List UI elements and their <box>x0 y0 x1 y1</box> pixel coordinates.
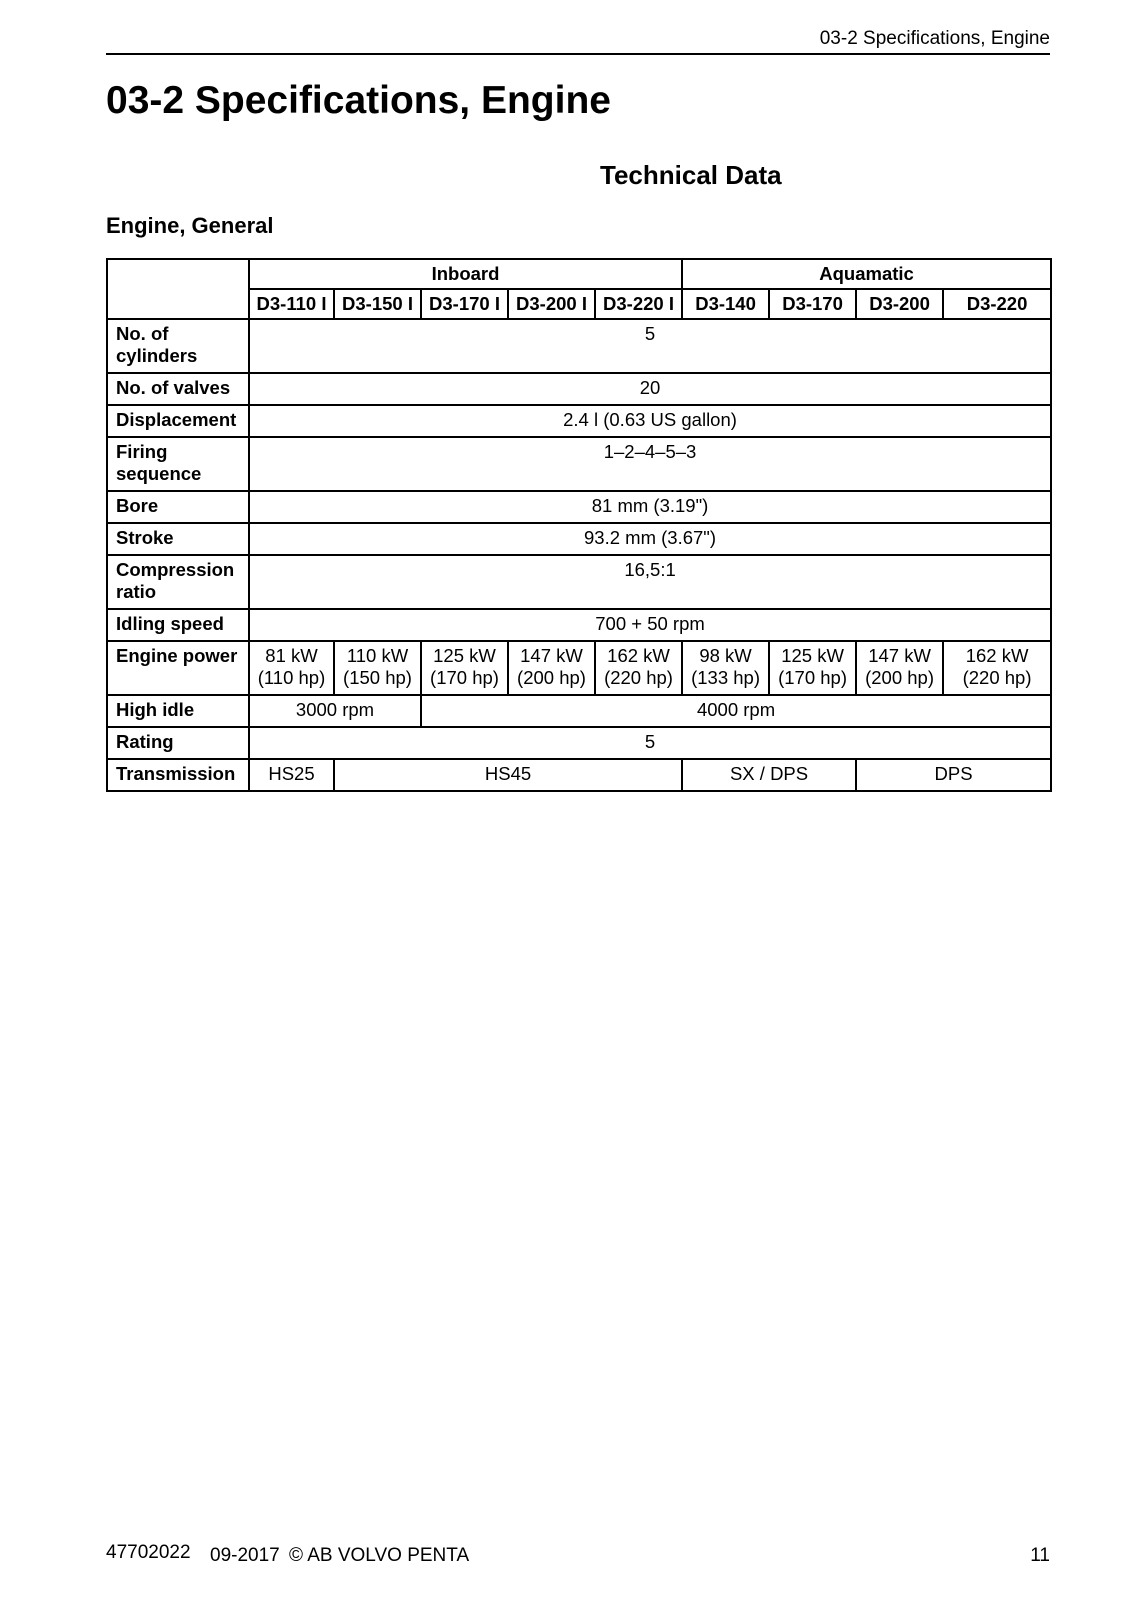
group-header-row <box>107 259 1051 289</box>
row-label: No. of cylinders <box>107 319 249 373</box>
power-kw: 125 kW <box>433 645 496 666</box>
publication-date: 09-2017 <box>210 1545 280 1566</box>
engine-power-cell <box>508 641 595 695</box>
power-kw: 162 kW <box>965 645 1029 666</box>
table-row-stroke <box>107 523 1051 555</box>
engine-power-cell <box>769 641 856 695</box>
row-label: Idling speed <box>107 609 249 641</box>
power-hp: (200 hp) <box>517 667 586 688</box>
bore-value: 81 mm (3.19") <box>249 491 1051 523</box>
subsection-title: Engine, General <box>106 213 274 238</box>
high-idle-value: 3000 rpm <box>249 695 421 727</box>
document-id: 47702022 <box>106 1542 191 1563</box>
table-row-compression-ratio <box>107 555 1051 609</box>
model-header: D3-220 <box>943 289 1051 319</box>
table-row-rating <box>107 727 1051 759</box>
row-label: Stroke <box>107 523 249 555</box>
power-hp: (200 hp) <box>865 667 934 688</box>
engine-power-cell <box>595 641 682 695</box>
power-kw: 162 kW <box>607 645 670 666</box>
model-header: D3-140 <box>682 289 769 319</box>
power-kw: 110 kW <box>346 645 409 666</box>
cylinders-value: 5 <box>249 319 1051 373</box>
model-header: D3-150 I <box>334 289 421 319</box>
engine-power-cell <box>421 641 508 695</box>
power-kw: 125 kW <box>781 645 844 666</box>
model-header: D3-170 I <box>421 289 508 319</box>
engine-power-cell <box>856 641 943 695</box>
displacement-value: 2.4 l (0.63 US gallon) <box>249 405 1051 437</box>
model-header: D3-200 I <box>508 289 595 319</box>
table-row-displacement <box>107 405 1051 437</box>
power-hp: (170 hp) <box>778 667 847 688</box>
page-number: 11 <box>1030 1545 1050 1566</box>
copyright-notice: © AB VOLVO PENTA <box>289 1545 470 1566</box>
table-row-engine-power <box>107 641 1051 695</box>
valves-value: 20 <box>249 373 1051 405</box>
group-aquamatic: Aquamatic <box>682 259 1051 289</box>
table-row-cylinders <box>107 319 1051 373</box>
firing-sequence-value: 1–2–4–5–3 <box>249 437 1051 491</box>
high-idle-value: 4000 rpm <box>421 695 1051 727</box>
section-title: Technical Data <box>600 160 782 190</box>
row-label: Firing sequence <box>107 437 249 491</box>
group-inboard: Inboard <box>249 259 682 289</box>
stroke-value: 93.2 mm (3.67") <box>249 523 1051 555</box>
idling-speed-value: 700 + 50 rpm <box>249 609 1051 641</box>
row-label: Compression ratio <box>107 555 249 609</box>
compression-ratio-value: 16,5:1 <box>249 555 1051 609</box>
model-header: D3-200 <box>856 289 943 319</box>
transmission-value: DPS <box>856 759 1051 791</box>
table-row-transmission <box>107 759 1051 791</box>
power-hp: (220 hp) <box>962 667 1032 688</box>
engine-power-cell <box>334 641 421 695</box>
row-label: No. of valves <box>107 373 249 405</box>
engine-spec-table <box>106 258 1052 792</box>
row-label: Engine power <box>107 641 249 695</box>
row-label: Displacement <box>107 405 249 437</box>
power-kw: 147 kW <box>868 645 931 666</box>
table-row-bore <box>107 491 1051 523</box>
transmission-value: HS25 <box>249 759 334 791</box>
power-hp: (150 hp) <box>343 667 412 688</box>
running-header: 03-2 Specifications, Engine <box>106 28 1050 55</box>
row-label: Transmission <box>107 759 249 791</box>
model-header: D3-220 I <box>595 289 682 319</box>
power-hp: (133 hp) <box>691 667 760 688</box>
row-label: Rating <box>107 727 249 759</box>
table-row-high-idle <box>107 695 1051 727</box>
power-kw: 147 kW <box>520 645 583 666</box>
table-row-valves <box>107 373 1051 405</box>
power-hp: (220 hp) <box>604 667 673 688</box>
row-label: High idle <box>107 695 249 727</box>
page-title: 03-2 Specifications, Engine <box>106 79 611 122</box>
model-header: D3-110 I <box>249 289 334 319</box>
power-kw: 98 kW <box>699 645 752 666</box>
engine-power-cell <box>249 641 334 695</box>
table-row-idling-speed <box>107 609 1051 641</box>
model-header-row <box>107 289 1051 319</box>
engine-power-cell <box>943 641 1051 695</box>
power-kw: 81 kW <box>265 645 318 666</box>
model-header: D3-170 <box>769 289 856 319</box>
rating-value: 5 <box>249 727 1051 759</box>
transmission-value: SX / DPS <box>682 759 856 791</box>
transmission-value: HS45 <box>334 759 682 791</box>
corner-cell <box>107 259 249 319</box>
table-row-firing-sequence <box>107 437 1051 491</box>
power-hp: (110 hp) <box>257 667 326 688</box>
engine-power-cell <box>682 641 769 695</box>
power-hp: (170 hp) <box>430 667 499 688</box>
row-label: Bore <box>107 491 249 523</box>
